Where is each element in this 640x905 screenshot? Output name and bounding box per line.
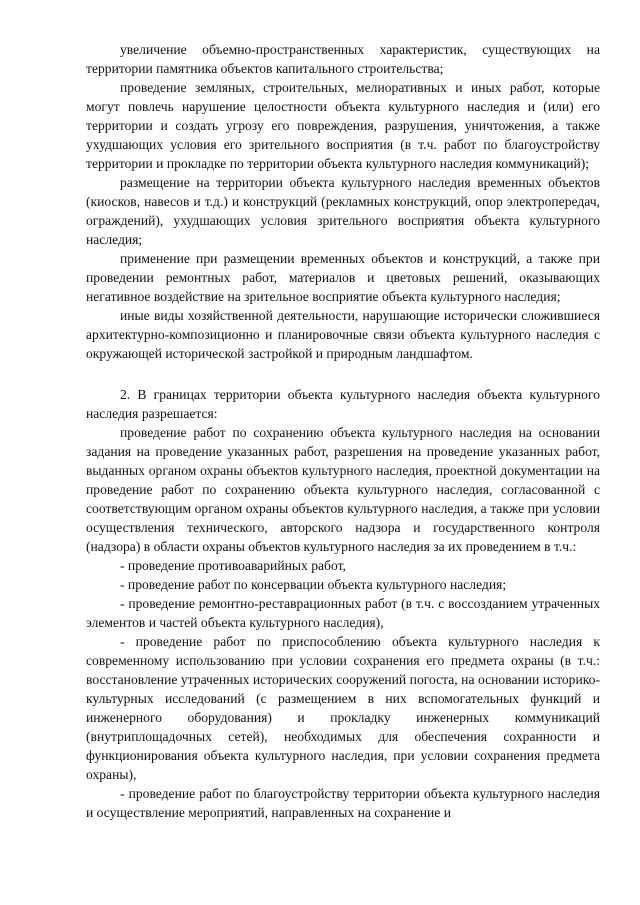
list-item: - проведение противоаварийных работ, <box>120 558 346 573</box>
paragraph: иные виды хозяйственной деятельности, нарушающие исторически сложившиеся архитектурно-композиционно и планировочные связи объекта культурного наследия с окружающей исторической застройкой и природным ландшафтом. <box>86 308 600 361</box>
document-page <box>86 40 600 822</box>
paragraph: применение при размещении временных объектов и конструкций, а также при проведении ремонтных работ, материалов и цветовых решений, оказывающих негативное воздействие на зрительное восприятие объекта культурного наследия; <box>86 251 600 304</box>
paragraph: размещение на территории объекта культурного наследия временных объектов (киосков, навесов и т.д.) и конструкций (рекламных конструкций, опор электропередач, ограждений), ухудшающих условия зрительного восприятия объекта культурного наследия; <box>86 175 600 247</box>
paragraph: увеличение объемно-пространственных характеристик, существующих на территории памятника объектов капитального строительства; <box>86 42 600 76</box>
list-item: - проведение работ по приспособлению объекта культурного наследия к современному использованию при условии сохранения его предмета охраны (в т.ч.: восстановление утраченных исторических сооружений погоста, на основании историко-культурных исследований (с размещением в них вспомогательных функций и инженерного оборудования) и прокладку инженерных коммуникаций (внутриплощадочных сетей), необходимых для обеспечения сохранности и функционирования объекта культурного наследия, при условии сохранения предмета охраны), <box>86 634 600 782</box>
paragraph: проведение земляных, строительных, мелиоративных и иных работ, которые могут повлечь нарушение целостности объекта культурного наследия и (или) его территории и создать угрозу его повреждения, разрушения, уничтожения, а также ухудшающих условия его зрительного восприятия (в т.ч. работ по благоустройству территории и прокладке по территории объекта культурного наследия коммуникаций); <box>86 80 600 171</box>
list-item: - проведение работ по консервации объекта культурного наследия; <box>120 577 507 592</box>
list-item: - проведение работ по благоустройству территории объекта культурного наследия и осуществление мероприятий, направленных на сохранение и <box>86 786 600 820</box>
section-heading: 2. В границах территории объекта культурного наследия объекта культурного наследия разрешается: <box>86 387 600 421</box>
paragraph: проведение работ по сохранению объекта культурного наследия на основании задания на проведение указанных работ, разрешения на проведение указанных работ, выданных органом охраны объектов культурного наследия, проектной документации на проведение работ по сохранению объекта культурного наследия, согласованной с соответствующим органом охраны объектов культурного наследия, а также при условии осуществления технического, авторского надзора и государственного контроля (надзора) в области охраны объектов культурного наследия за их проведением в т.ч.: <box>86 425 600 554</box>
list-item: - проведение ремонтно-реставрационных работ (в т.ч. с воссозданием утраченных элементов и частей объекта культурного наследия), <box>86 596 600 630</box>
